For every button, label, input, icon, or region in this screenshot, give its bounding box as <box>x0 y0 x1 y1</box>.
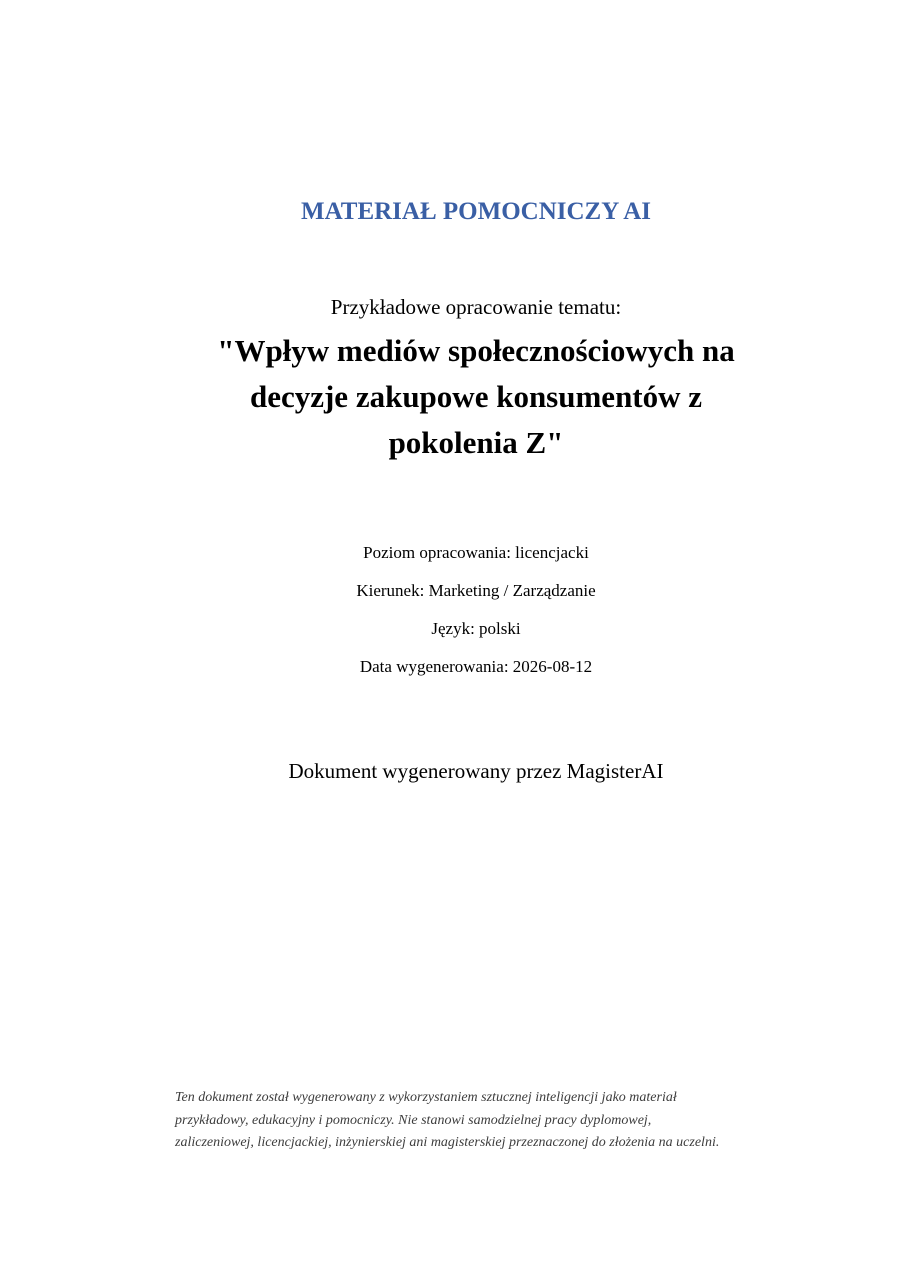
title-line: decyzje zakupowe konsumentów z <box>249 379 703 414</box>
ai-disclaimer <box>175 1087 785 1155</box>
document-title <box>186 328 766 466</box>
disclaimer-line: zaliczeniowej, licencjackiej, inżynierskiej ani magisterskiej przeznaczonej do złożenia na uczelni. <box>175 1135 720 1150</box>
title-line: pokolenia Z" <box>388 425 564 460</box>
document-metadata <box>0 541 910 693</box>
generated-by-note: Dokument wygenerowany przez MagisterAI <box>288 759 664 783</box>
topic-intro-label: Przykładowe opracowanie tematu: <box>330 295 622 319</box>
meta-field: Kierunek: Marketing / Zarządzanie <box>356 581 596 600</box>
meta-level: Poziom opracowania: licencjacki <box>363 543 589 562</box>
disclaimer-line: przykładowy, edukacyjny i pomocniczy. Nie stanowi samodzielnej pracy dyplomowej, <box>175 1112 652 1128</box>
disclaimer-line: Ten dokument został wygenerowany z wykorzystaniem sztucznej inteligencji jako materiał <box>175 1090 677 1105</box>
meta-date: Data wygenerowania: 2026-08-12 <box>359 657 593 676</box>
title-line: "Wpływ mediów społecznościowych na <box>217 333 735 368</box>
meta-language: Język: polski <box>431 619 521 638</box>
ai-material-banner: MATERIAŁ POMOCNICZY AI <box>300 198 651 225</box>
